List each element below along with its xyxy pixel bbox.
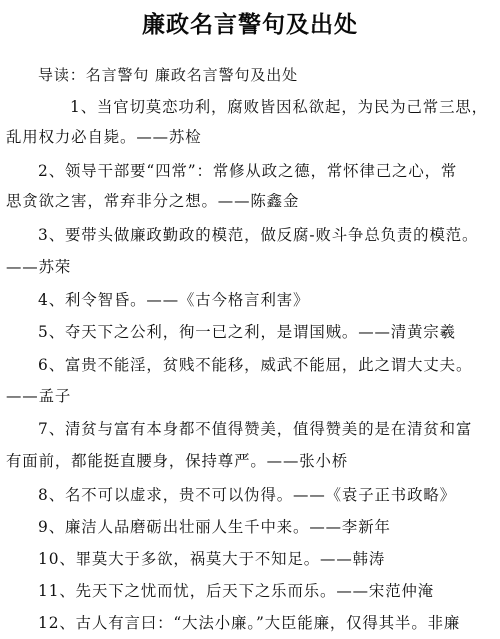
intro-line: 导读：名言警句 廉政名言警句及出处 (38, 66, 299, 84)
quote-line-8: 5、夺天下之公利，徇一已之利，是谓国贼。——清黄宗羲 (38, 323, 456, 341)
quote-line-9: 6、富贵不能淫，贫贱不能移，威武不能屈，此之谓大丈夫。 (38, 356, 473, 374)
quote-line-7: 4、利令智昏。——《古今格言利害》 (38, 291, 310, 309)
quote-line-2: 乱用权力必自毙。——苏检 (6, 128, 202, 146)
quote-line-10: ——孟子 (6, 387, 72, 405)
quote-line-15: 10、罪莫大于多欲，祸莫大于不知足。——韩涛 (38, 550, 386, 568)
quote-line-11: 7、清贫与富有本身都不值得赞美，值得赞美的是在清贫和富 (38, 420, 473, 438)
quote-line-12: 有面前，都能挺直腰身，保持尊严。——张小桥 (6, 452, 349, 470)
quote-line-17: 12、古人有言曰：“大法小廉。”大臣能廉，仅得其半。非廉 (38, 614, 461, 632)
quote-line-6: ——苏荣 (6, 258, 72, 276)
quote-line-14: 9、廉洁人品磨砺出壮丽人生千中来。——李新年 (38, 518, 391, 536)
document-title: 廉政名言警句及出处 (142, 12, 358, 38)
quote-line-3: 2、领导干部要“四常”：常修从政之德，常怀律己之心，常 (38, 162, 458, 180)
quote-line-13: 8、名不可以虚求，贵不可以伪得。——《袁子正书政略》 (38, 486, 456, 504)
quote-line-1: 1、当官切莫恋功利，腐败皆因私欲起，为民为己常三思， (70, 98, 488, 116)
quote-line-4: 思贪欲之害，常弃非分之想。——陈鑫金 (6, 192, 300, 210)
quote-line-5: 3、要带头做廉政勤政的模范，做反腐-败斗争总负责的模范。 (38, 226, 479, 244)
quote-line-16: 11、先天下之忧而忧，后天下之乐而乐。——宋范仲淹 (38, 582, 435, 600)
